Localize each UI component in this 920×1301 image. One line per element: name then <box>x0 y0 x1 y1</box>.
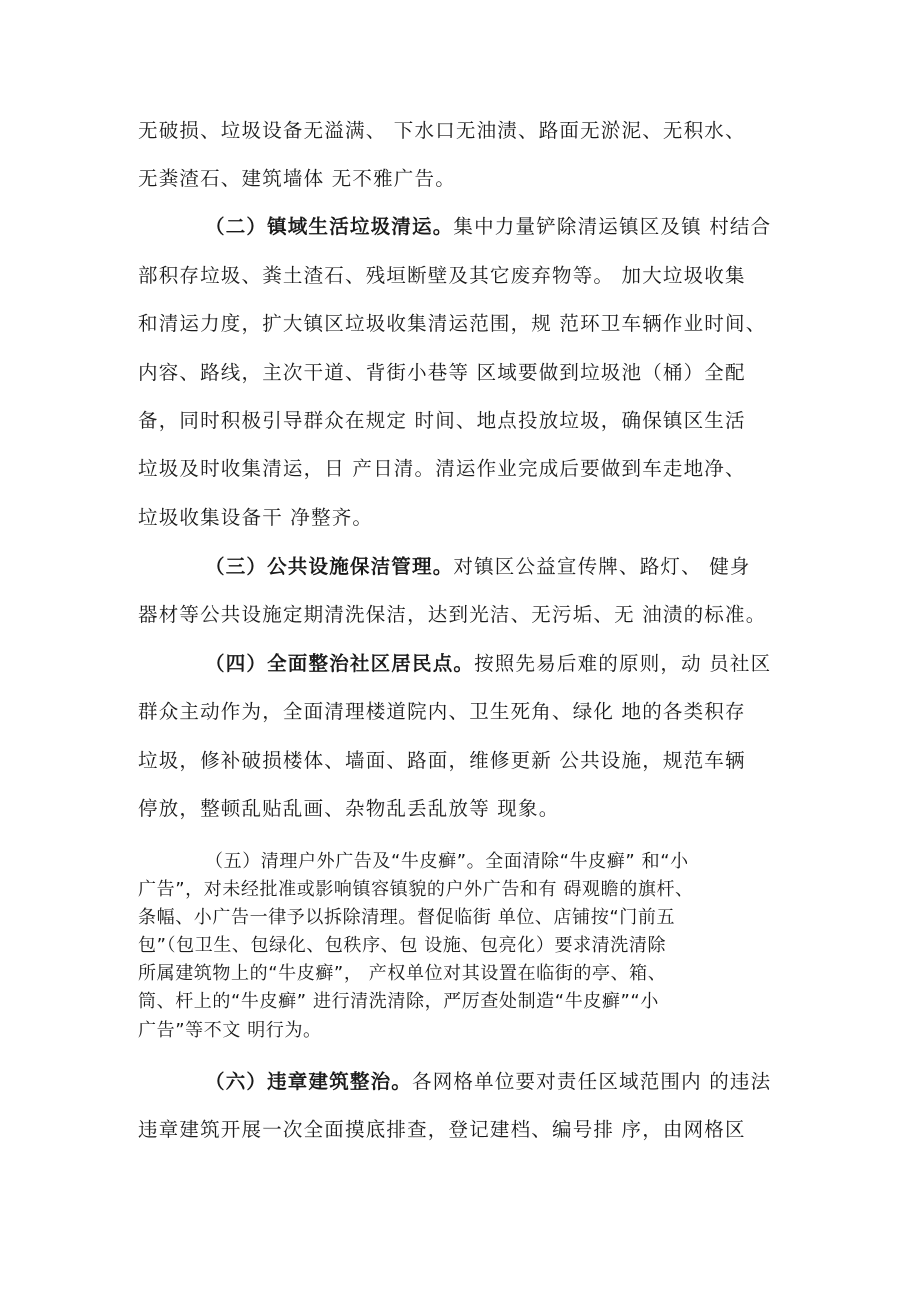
p2-line-6: 垃圾及时收集清运，日 产日清。清运作业完成后要做到车走地净、 <box>138 457 746 480</box>
p3-line-2: 器材等公共设施定期清洗保洁，达到光洁、无污垢、无 油渍的标准。 <box>138 603 767 626</box>
p6-line-1 <box>205 1068 771 1096</box>
p4-line-4: 停放，整顿乱贴乱画、杂物乱丢乱放等 现象。 <box>138 797 560 820</box>
p2-heading: （二）镇域生活垃圾清运。 <box>205 215 454 238</box>
p6-line-2: 违章建筑开展一次全面摸底排查，登记建档、编号排 序，由网格区 <box>138 1118 746 1141</box>
p5-line-3: 条幅、小广告一律予以拆除清理。督促临街 单位、店铺按“门前五 <box>138 907 676 928</box>
p4-first-rest: 按照先易后难的原则，动 员社区 <box>474 652 772 675</box>
p2-first-rest: 集中力量铲除清运镇区及镇 村结合 <box>453 215 772 238</box>
p5-line-4: 包”（包卫生、包绿化、包秩序、包 设施、包亮化）要求清洗清除 <box>138 935 667 956</box>
p3-first-rest: 对镇区公益宣传牌、路灯、 健身 <box>453 555 751 578</box>
p1-line-1: 无破损、垃圾设备无溢满、 下水口无油渍、路面无淤泥、无积水、 <box>138 119 746 142</box>
p3-heading: （三）公共设施保洁管理。 <box>205 555 454 578</box>
p2-line-3: 和清运力度，扩大镇区垃圾收集清运范围，规 范环卫车辆作业时间、 <box>138 312 767 335</box>
p4-line-2: 群众主动作为，全面清理楼道院内、卫生死角、绿化 地的各类积存 <box>138 700 746 723</box>
p4-heading: （四）全面整治社区居民点。 <box>205 652 475 675</box>
p6-heading: （六）违章建筑整治。 <box>205 1070 413 1093</box>
p2-line-4: 内容、路线，主次干道、背街小巷等 区域要做到垃圾池（桶）全配 <box>138 361 746 384</box>
p4-line-1 <box>205 650 771 678</box>
p5-line-5: 所属建筑物上的“牛皮癣”， 产权单位对其设置在临街的亭、箱、 <box>138 963 667 984</box>
p5-line-1: （五）清理户外广告及“牛皮癣”。全面清除“牛皮癣” 和“小 <box>205 851 689 872</box>
p3-line-1 <box>205 553 751 581</box>
p4-line-3: 垃圾，修补破损楼体、墙面、路面，维修更新 公共设施，规范车辆 <box>138 749 746 772</box>
p5-line-7: 广告”等不文 明行为。 <box>138 1020 322 1041</box>
p2-line-2: 部积存垃圾、粪土渣石、残垣断壁及其它废弃物等。 加大垃圾收集 <box>138 264 746 287</box>
p2-line-5: 备，同时积极引导群众在规定 时间、地点投放垃圾，确保镇区生活 <box>138 409 746 432</box>
p2-line-7: 垃圾收集设备干 净整齐。 <box>138 506 374 529</box>
p5-line-6: 筒、杆上的“牛皮癣” 进行清洗清除，严厉查处制造“牛皮癣”“小 <box>138 991 659 1012</box>
p2-line-1 <box>205 213 771 241</box>
p5-line-2: 广告”，对未经批准或影响镇容镇貌的户外广告和有 碍观瞻的旗杆、 <box>138 879 694 900</box>
p1-line-2: 无粪渣石、建筑墙体 无不雅广告。 <box>138 167 456 190</box>
p6-first-rest: 各网格单位要对责任区域范围内 的违法 <box>412 1070 772 1093</box>
